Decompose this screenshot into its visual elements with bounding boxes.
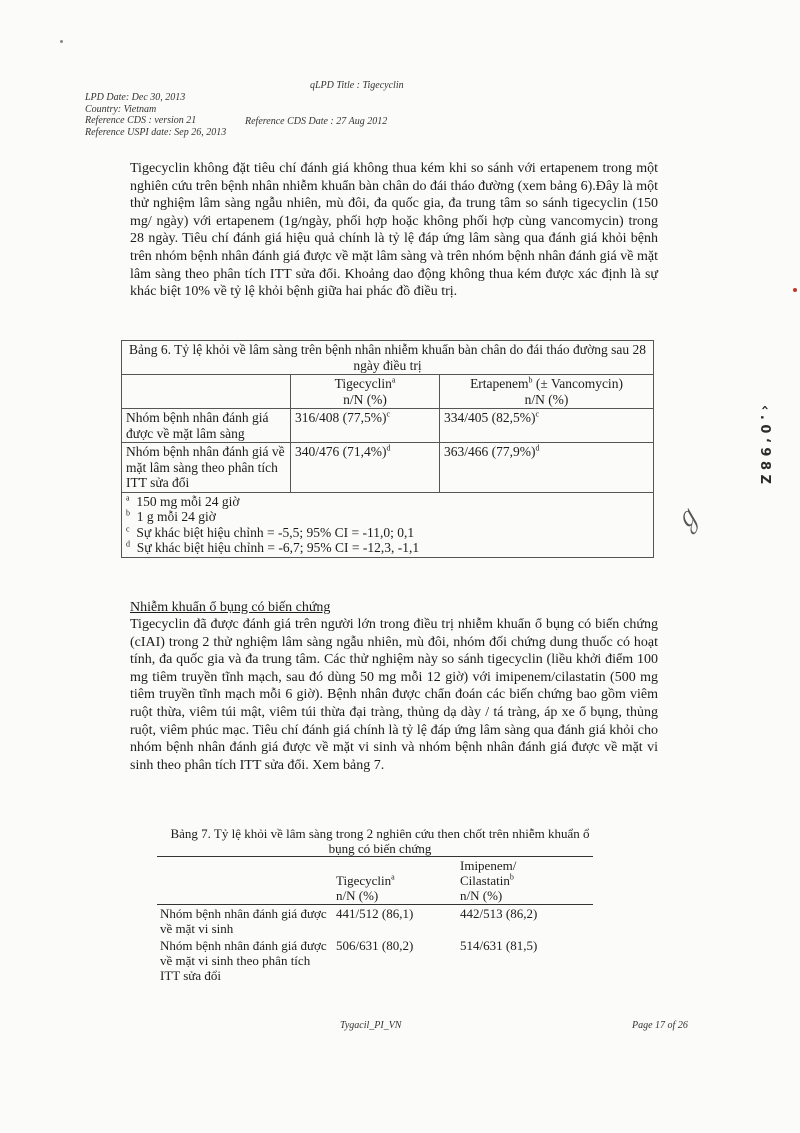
red-mark-icon — [793, 288, 797, 292]
table-row — [157, 905, 593, 938]
header-ref-cds: Reference CDS : version 21 — [85, 115, 197, 126]
table-7-col-imipenem-line1: Imipenem/ — [460, 858, 517, 873]
table-6-col-unit: n/N (%) — [524, 391, 569, 407]
cell-value: 363/466 (77,9%) — [444, 444, 536, 459]
footer-doc-id: Tygacil_PI_VN — [340, 1020, 402, 1031]
table-6-col-ertapenem-label: Ertapenem — [470, 376, 529, 391]
cell-value: 316/408 (77,5%) — [295, 410, 387, 425]
footnote-text: Sự khác biệt hiệu chỉnh = -5,5; 95% CI = -11,0; 0,1 — [136, 524, 415, 540]
footnote-mark: d — [386, 443, 391, 453]
table-7-col-unit: n/N (%) — [460, 888, 503, 903]
footnote-mark: a — [126, 493, 130, 502]
footnote-text: Sự khác biệt hiệu chỉnh = -6,7; 95% CI = -12,3, -1,1 — [136, 540, 420, 555]
table-6-col-tigecyclin-label: Tigecyclin — [334, 376, 392, 391]
table-6 — [121, 340, 654, 558]
table-7-col-imipenem — [457, 857, 593, 905]
table-6-col-tigecyclin — [291, 375, 440, 409]
table-6-col-ertapenem-extra: (± Vancomycin) — [532, 376, 623, 391]
table-cell-value — [291, 409, 440, 443]
table-row — [122, 409, 654, 443]
table-6-corner — [122, 375, 291, 409]
footnote — [126, 540, 649, 556]
table-6-col-ertapenem — [440, 375, 654, 409]
table-cell-value: 441/512 (86,1) — [336, 906, 414, 921]
footnote-mark: d — [535, 443, 540, 453]
footnote-mark: c — [386, 409, 391, 419]
table-cell-value: 514/631 (81,5) — [460, 938, 538, 953]
intro-paragraph: Tigecyclin không đặt tiêu chí đánh giá không thua kém khi so sánh với ertapenem trong một nghiên cứu trên bệnh nhân nhiễm khuẩn bàn chân do đái tháo đường (xem bảng 6).Đây là một thử nghiệm lâm sàng ngẫu nhiên, mù đôi, đa quốc gia, đa trung tâm so sánh tigecyclin (150 mg/ ngày) với ertapenem (1g/ngày, phối hợp hoặc không phối hợp cùng vancomycin) trong 28 ngày. Tiêu chí đánh giá hiệu quả chính là tỷ lệ đáp ứng lâm sàng qua đánh giá khỏi bệnh trên nhóm bệnh nhân đánh giá được về mặt lâm sàng và trên nhóm bệnh nhân đánh giá về mặt lâm sàng theo phân tích ITT sửa đổi. Khoảng dao động không thua kém được xác định là sự khác biệt 10% về tỷ lệ khỏi bệnh giữa hai phác đồ điều trị. — [130, 161, 658, 300]
footnote — [126, 494, 649, 510]
table-cell-value — [440, 443, 654, 493]
footnote — [126, 509, 649, 525]
table-7-corner — [157, 857, 333, 905]
table-row — [122, 443, 654, 493]
table-7-col-tigecyclin — [333, 857, 457, 905]
footnote-mark: a — [391, 375, 396, 385]
footnote-mark: b — [126, 508, 130, 518]
table-6-col-unit: n/N (%) — [343, 391, 387, 407]
scan-speck-icon — [60, 40, 63, 43]
footnote-mark: c — [535, 409, 540, 419]
table-row — [157, 937, 593, 984]
table-cell-label: Nhóm bệnh nhân đánh giá được về mặt vi sinh — [160, 906, 327, 936]
margin-stamp: ‹ . 0 ‘ 9 8 Z — [757, 405, 772, 484]
footnote-mark: d — [126, 539, 130, 549]
header-country: Country: Vietnam — [85, 103, 157, 115]
table-cell-label: Nhóm bệnh nhân đánh giá được về mặt vi sinh theo phân tích ITT sửa đổi — [160, 938, 327, 983]
footnote-mark: a — [391, 872, 395, 882]
table-cell-label: Nhóm bệnh nhân đánh giá về mặt lâm sàng theo phân tích ITT sửa đổi — [122, 443, 291, 493]
table-cell-value: 442/513 (86,2) — [460, 906, 538, 921]
table-cell-value: 506/631 (80,2) — [336, 938, 414, 953]
table-7-col-tigecyclin-label: Tigecyclin — [336, 873, 392, 888]
header-lpd-date: LPD Date: Dec 30, 2013 — [85, 92, 186, 103]
handwritten-initials-icon: ℊ — [667, 500, 707, 540]
cell-value: 334/405 (82,5%) — [444, 410, 536, 425]
footnote-mark: b — [528, 375, 533, 385]
table-6-footnotes — [122, 492, 654, 557]
footer-page-number: Page 17 of 26 — [632, 1020, 688, 1031]
footnote-text: 1 g mỗi 24 giờ — [136, 509, 216, 524]
section-heading: Nhiễm khuẩn ổ bụng có biến chứng — [130, 600, 331, 615]
table-cell-value — [291, 443, 440, 493]
header-ref-uspi: Reference USPI date: Sep 26, 2013 — [85, 126, 227, 138]
table-6-caption: Bảng 6. Tỷ lệ khỏi về lâm sàng trên bệnh nhân nhiễm khuẩn bàn chân do đái tháo đường sau 28 ngày điều trị — [122, 341, 654, 375]
footnote-mark: b — [509, 872, 514, 882]
footnote-mark: c — [126, 524, 130, 533]
table-7-col-unit: n/N (%) — [336, 888, 379, 903]
table-7 — [157, 856, 593, 984]
header-meta — [85, 92, 226, 138]
table-cell-label: Nhóm bệnh nhân đánh giá được về mặt lâm sàng — [122, 409, 291, 443]
table-7-caption: Bảng 7. Tỷ lệ khỏi về lâm sàng trong 2 nghiên cứu then chốt trên nhiễm khuẩn ổ bụng có biến chứng — [170, 826, 590, 856]
section-paragraph: Tigecyclin đã được đánh giá trên người lớn trong điều trị nhiễm khuẩn ổ bụng có biến chứng (cIAI) trong 2 thử nghiệm lâm sàng ngẫu nhiên, mù đôi, nhóm đối chứng dung thuốc có hoạt tính, đa quốc gia và đa trung tâm. Các thử nghiệm này so sánh tigecyclin (liều khởi điểm 100 mg tiêm truyền tĩnh mạch, sau đó dùng 50 mg mỗi 12 giờ) với imipenem/cilastatin (500 mg tiêm truyền tĩnh mạch mỗi 6 giờ). Bệnh nhân được chẩn đoán các biến chứng bao gồm viêm ruột thừa, viêm túi mật, viêm túi thừa đại tràng, thủng dạ dày / tá tràng, áp xe ổ bụng, thủng ruột, viêm phúc mạc. Tiêu chí đánh giá chính là tỷ lệ đáp ứng lâm sàng qua đánh giá khỏi cho nhóm bệnh nhân đánh giá được về mặt vi sinh và nhóm bệnh nhân đánh giá được về mặt vi sinh theo phân tích ITT sửa đổi. Xem bảng 7. — [130, 617, 658, 773]
table-7-col-imipenem-line2: Cilastatin — [460, 873, 510, 888]
header-ref-cds-date: Reference CDS Date : 27 Aug 2012 — [245, 116, 388, 127]
footnote-text: 150 mg mỗi 24 giờ — [136, 493, 240, 509]
footnote — [126, 525, 649, 541]
cell-value: 340/476 (71,4%) — [295, 444, 387, 459]
header-title: qLPD Title : Tigecyclin — [310, 80, 404, 91]
table-cell-value — [440, 409, 654, 443]
